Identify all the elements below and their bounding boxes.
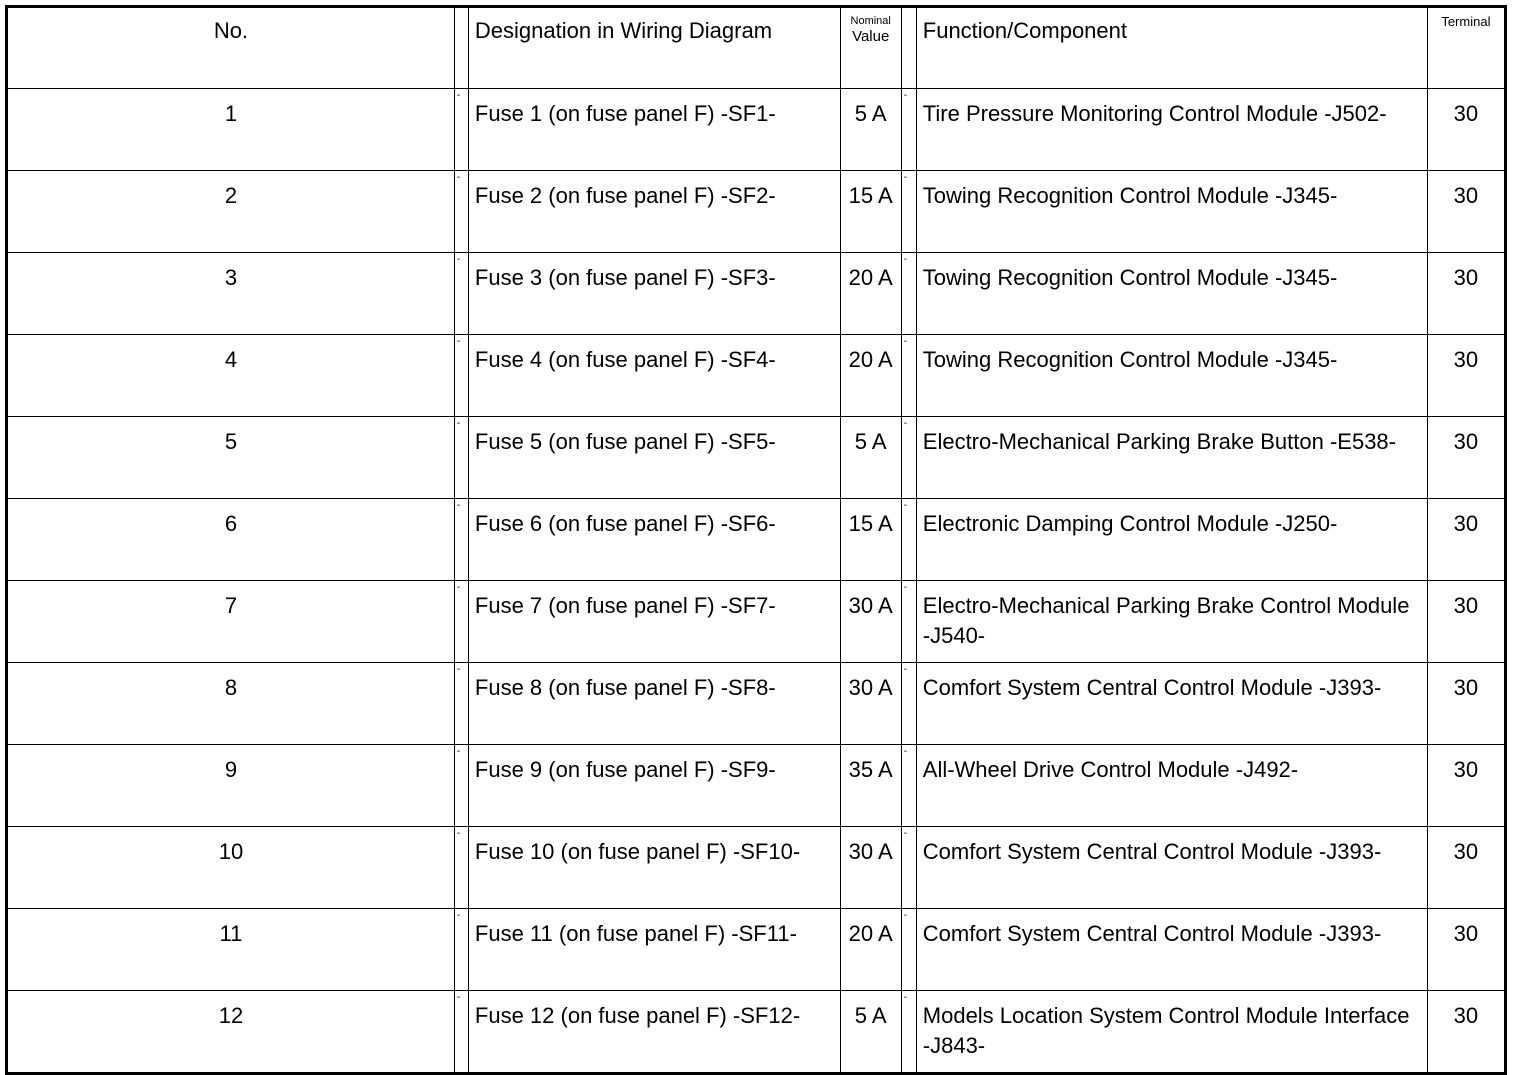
- cell-spacer-2: [901, 909, 916, 991]
- cell-spacer-2: [901, 663, 916, 745]
- spacer-mark: -: [903, 418, 908, 429]
- cell-designation: Fuse 10 (on fuse panel F) -SF10-: [468, 827, 840, 909]
- header-spacer-2: [901, 7, 916, 89]
- cell-no: 6: [7, 499, 455, 581]
- header-terminal: Terminal: [1427, 7, 1505, 89]
- spacer-mark: -: [456, 910, 461, 921]
- cell-terminal: 30: [1427, 335, 1505, 417]
- cell-spacer-2: [901, 499, 916, 581]
- cell-no: 3: [7, 253, 455, 335]
- cell-designation: Fuse 5 (on fuse panel F) -SF5-: [468, 417, 840, 499]
- cell-terminal: 30: [1427, 171, 1505, 253]
- cell-designation: Fuse 7 (on fuse panel F) -SF7-: [468, 581, 840, 663]
- cell-no: 5: [7, 417, 455, 499]
- table-row: [7, 499, 1506, 581]
- cell-nominal-value: 30 A: [840, 581, 901, 663]
- cell-no: 8: [7, 663, 455, 745]
- cell-terminal: 30: [1427, 89, 1505, 171]
- cell-designation: Fuse 4 (on fuse panel F) -SF4-: [468, 335, 840, 417]
- cell-function: Electro-Mechanical Parking Brake Button -E538-: [916, 417, 1427, 499]
- spacer-mark: -: [456, 90, 461, 101]
- spacer-mark: -: [456, 582, 461, 593]
- cell-function: Electronic Damping Control Module -J250-: [916, 499, 1427, 581]
- cell-terminal: 30: [1427, 827, 1505, 909]
- spacer-mark: -: [456, 992, 461, 1003]
- header-no: No.: [7, 7, 455, 89]
- spacer-mark: -: [456, 664, 461, 675]
- fuse-table: [5, 5, 1507, 1075]
- cell-no: 7: [7, 581, 455, 663]
- cell-spacer: [454, 171, 468, 253]
- cell-spacer-2: [901, 253, 916, 335]
- cell-no: 10: [7, 827, 455, 909]
- cell-spacer-2: [901, 335, 916, 417]
- cell-designation: Fuse 3 (on fuse panel F) -SF3-: [468, 253, 840, 335]
- cell-spacer-2: [901, 89, 916, 171]
- cell-no: 1: [7, 89, 455, 171]
- cell-designation: Fuse 1 (on fuse panel F) -SF1-: [468, 89, 840, 171]
- spacer-mark: -: [903, 500, 908, 511]
- cell-spacer: [454, 417, 468, 499]
- cell-nominal-value: 5 A: [840, 991, 901, 1074]
- cell-no: 4: [7, 335, 455, 417]
- header-nominal-line2: Value: [852, 28, 890, 45]
- cell-nominal-value: 30 A: [840, 663, 901, 745]
- cell-spacer: [454, 991, 468, 1074]
- spacer-mark: -: [903, 828, 908, 839]
- cell-function: Electro-Mechanical Parking Brake Control Module -J540-: [916, 581, 1427, 663]
- cell-nominal-value: 5 A: [840, 89, 901, 171]
- cell-function: Comfort System Central Control Module -J393-: [916, 827, 1427, 909]
- spacer-mark: -: [456, 746, 461, 757]
- cell-terminal: 30: [1427, 745, 1505, 827]
- cell-no: 11: [7, 909, 455, 991]
- cell-terminal: 30: [1427, 991, 1505, 1074]
- spacer-mark: -: [903, 910, 908, 921]
- cell-spacer-2: [901, 745, 916, 827]
- cell-function: Models Location System Control Module Interface -J843-: [916, 991, 1427, 1074]
- spacer-mark: -: [456, 828, 461, 839]
- cell-nominal-value: 35 A: [840, 745, 901, 827]
- table-row: [7, 335, 1506, 417]
- cell-spacer: [454, 335, 468, 417]
- cell-spacer-2: [901, 171, 916, 253]
- spacer-mark: -: [903, 582, 908, 593]
- table-row: [7, 253, 1506, 335]
- cell-nominal-value: 20 A: [840, 253, 901, 335]
- header-function: Function/Component: [916, 7, 1427, 89]
- header-spacer: [454, 7, 468, 89]
- cell-no: 12: [7, 991, 455, 1074]
- cell-function: Towing Recognition Control Module -J345-: [916, 335, 1427, 417]
- table-row: [7, 909, 1506, 991]
- cell-no: 9: [7, 745, 455, 827]
- table-row: [7, 89, 1506, 171]
- cell-spacer-2: [901, 417, 916, 499]
- spacer-mark: -: [456, 418, 461, 429]
- spacer-mark: -: [903, 992, 908, 1003]
- spacer-mark: -: [456, 500, 461, 511]
- cell-nominal-value: 15 A: [840, 171, 901, 253]
- cell-terminal: 30: [1427, 499, 1505, 581]
- cell-terminal: 30: [1427, 417, 1505, 499]
- cell-spacer-2: [901, 581, 916, 663]
- cell-designation: Fuse 2 (on fuse panel F) -SF2-: [468, 171, 840, 253]
- table-body: [7, 89, 1506, 1074]
- cell-spacer: [454, 89, 468, 171]
- cell-function: Comfort System Central Control Module -J393-: [916, 909, 1427, 991]
- cell-spacer-2: [901, 991, 916, 1074]
- cell-designation: Fuse 8 (on fuse panel F) -SF8-: [468, 663, 840, 745]
- cell-terminal: 30: [1427, 253, 1505, 335]
- cell-spacer: [454, 827, 468, 909]
- table-header: [7, 7, 1506, 89]
- table-row: [7, 663, 1506, 745]
- header-nominal-line1: Nominal: [850, 15, 891, 27]
- cell-designation: Fuse 11 (on fuse panel F) -SF11-: [468, 909, 840, 991]
- cell-nominal-value: 20 A: [840, 909, 901, 991]
- table-row: [7, 991, 1506, 1074]
- header-row: [7, 7, 1506, 89]
- cell-function: All-Wheel Drive Control Module -J492-: [916, 745, 1427, 827]
- spacer-mark: -: [903, 90, 908, 101]
- cell-spacer: [454, 909, 468, 991]
- spacer-mark: -: [903, 172, 908, 183]
- spacer-mark: -: [903, 746, 908, 757]
- table-row: [7, 745, 1506, 827]
- cell-spacer: [454, 499, 468, 581]
- cell-designation: Fuse 6 (on fuse panel F) -SF6-: [468, 499, 840, 581]
- cell-terminal: 30: [1427, 909, 1505, 991]
- cell-function: Tire Pressure Monitoring Control Module -J502-: [916, 89, 1427, 171]
- cell-spacer-2: [901, 827, 916, 909]
- cell-designation: Fuse 12 (on fuse panel F) -SF12-: [468, 991, 840, 1074]
- spacer-mark: -: [456, 254, 461, 265]
- spacer-mark: -: [456, 336, 461, 347]
- cell-terminal: 30: [1427, 663, 1505, 745]
- cell-spacer: [454, 745, 468, 827]
- cell-function: Towing Recognition Control Module -J345-: [916, 171, 1427, 253]
- cell-nominal-value: 30 A: [840, 827, 901, 909]
- cell-function: Towing Recognition Control Module -J345-: [916, 253, 1427, 335]
- cell-nominal-value: 15 A: [840, 499, 901, 581]
- cell-terminal: 30: [1427, 581, 1505, 663]
- spacer-mark: -: [903, 254, 908, 265]
- table-row: [7, 827, 1506, 909]
- cell-nominal-value: 5 A: [840, 417, 901, 499]
- spacer-mark: -: [903, 336, 908, 347]
- spacer-mark: -: [903, 664, 908, 675]
- cell-nominal-value: 20 A: [840, 335, 901, 417]
- spacer-mark: -: [456, 172, 461, 183]
- header-nominal-value: [840, 7, 901, 89]
- cell-designation: Fuse 9 (on fuse panel F) -SF9-: [468, 745, 840, 827]
- cell-no: 2: [7, 171, 455, 253]
- cell-spacer: [454, 253, 468, 335]
- header-designation: Designation in Wiring Diagram: [468, 7, 840, 89]
- cell-spacer: [454, 663, 468, 745]
- cell-spacer: [454, 581, 468, 663]
- table-row: [7, 171, 1506, 253]
- table-row: [7, 581, 1506, 663]
- table-row: [7, 417, 1506, 499]
- cell-function: Comfort System Central Control Module -J393-: [916, 663, 1427, 745]
